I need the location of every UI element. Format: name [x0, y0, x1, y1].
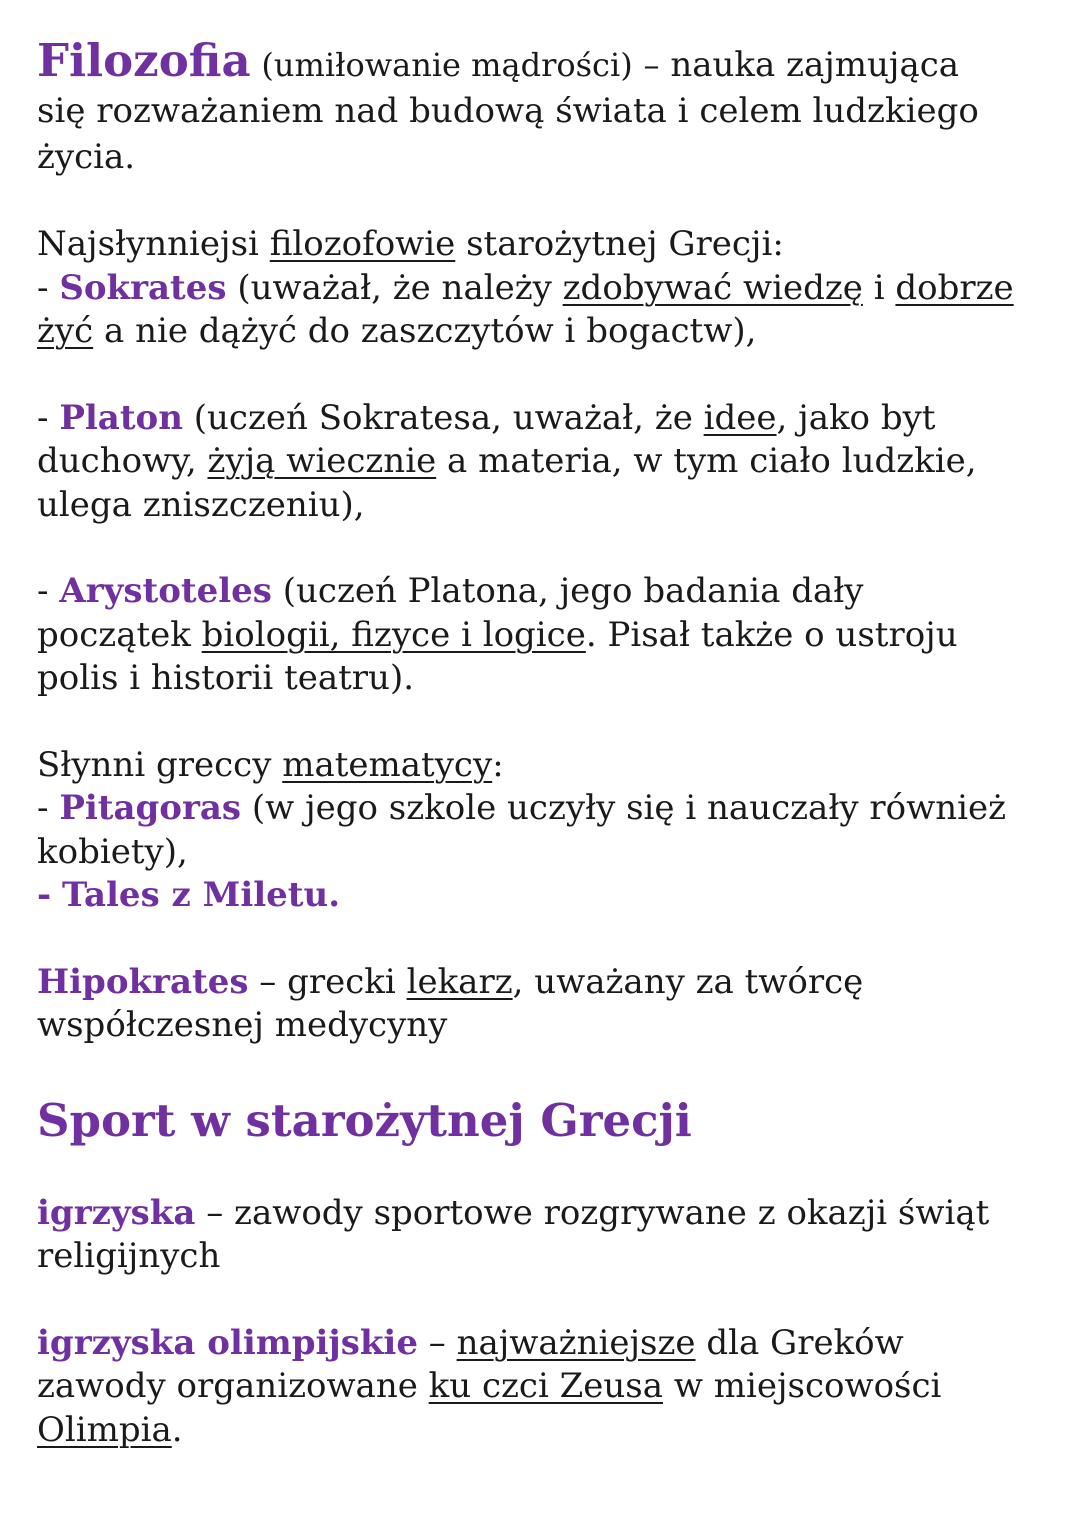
platon-text: duchowy, [37, 441, 197, 481]
olimpijskie-underlined: ku czci Zeusa [428, 1366, 664, 1406]
olimpijskie-underlined: najważniejsze [456, 1322, 696, 1363]
sokrates-text: (uważał, że należy [237, 267, 552, 308]
hipokrates-entry [37, 961, 1047, 1048]
sokrates-underlined: żyć [37, 311, 94, 351]
arystoteles-underlined: biologii, fizyce i logice [201, 614, 586, 655]
olimpijskie-underlined: Olimpia [37, 1409, 172, 1450]
intro-underlined: matematycy [282, 744, 493, 785]
tales-name: Tales z Miletu. [61, 875, 341, 915]
filozofia-dash: – [643, 46, 660, 84]
pitagoras-entry [37, 787, 1047, 874]
hipokrates-underlined: lekarz [406, 961, 513, 1002]
hipokrates-text: – grecki [259, 961, 396, 1002]
hipokrates-name: Hipokrates [37, 961, 249, 1002]
hipokrates-text: , uważany za twórcę [512, 961, 864, 1002]
sokrates-text: a nie dążyć do zaszczytów i bogactw), [103, 311, 757, 351]
bullet-dash: - [37, 875, 52, 915]
olimpijskie-entry [37, 1322, 1047, 1453]
intro-text: Słynni greccy [37, 744, 272, 785]
intro-text-end: starożytnej Grecji: [466, 224, 784, 264]
olimpijskie-term: igrzyska olimpijskie [37, 1322, 418, 1363]
mathematicians-intro [37, 744, 1047, 788]
sokrates-underlined: dobrze [895, 267, 1014, 308]
pitagoras-text: (w jego szkole uczyły się i nauczały również [251, 788, 1006, 828]
pitagoras-name: Pitagoras [59, 788, 242, 828]
platon-underlined: idee [703, 397, 777, 438]
platon-name: Platon [59, 397, 183, 438]
platon-text: (uczeń Sokratesa, uważał, że [193, 397, 693, 438]
filozofia-term: Filozofia [37, 34, 251, 87]
olimpijskie-text: w miejscowości [673, 1366, 942, 1406]
igrzyska-text: religijnych [37, 1236, 221, 1276]
filozofia-def-c: życia. [37, 137, 136, 177]
filozofia-definition [37, 34, 1047, 180]
intro-underlined: filozofowie [269, 224, 456, 264]
olimpijskie-text: zawody organizowane [37, 1366, 418, 1406]
olimpijskie-text: . [171, 1409, 183, 1450]
platon-text: ulega zniszczeniu), [37, 484, 365, 525]
pitagoras-text: kobiety), [37, 831, 188, 872]
arystoteles-entry [37, 570, 1047, 701]
platon-entry [37, 397, 1047, 528]
igrzyska-text: – zawody sportowe rozgrywane z okazji świąt [206, 1192, 990, 1233]
igrzyska-entry [37, 1192, 1047, 1279]
sokrates-underlined: zdobywać wiedzę [562, 267, 863, 308]
bullet-dash: - [37, 788, 49, 828]
sokrates-name: Sokrates [59, 267, 227, 308]
filozofia-meaning: (umiłowanie mądrości) [261, 46, 633, 84]
igrzyska-term: igrzyska [37, 1192, 196, 1233]
bullet-dash: - [37, 267, 49, 308]
arystoteles-name: Arystoteles [59, 571, 272, 611]
arystoteles-text: polis i historii teatru). [37, 658, 415, 698]
tales-entry [37, 874, 1047, 918]
bullet-dash: - [37, 571, 49, 611]
olimpijskie-text: dla Greków [706, 1322, 904, 1363]
platon-text: a materia, w tym ciało ludzkie, [447, 441, 977, 481]
bullet-dash: - [37, 397, 49, 438]
intro-text-end: : [492, 744, 504, 785]
philosophers-intro [37, 223, 1047, 267]
filozofia-def-a: nauka zajmująca [670, 45, 960, 85]
sport-heading: Sport w starożytnej Grecji [37, 1093, 692, 1147]
olimpijskie-text: – [428, 1322, 446, 1363]
filozofia-def-b: się rozważaniem nad budową świata i celem ludzkiego [37, 91, 979, 131]
sokrates-text: i [873, 267, 885, 308]
hipokrates-text: współczesnej medycyny [37, 1005, 448, 1045]
arystoteles-text: (uczeń Platona, jego badania dały [282, 571, 864, 611]
intro-text: Najsłynniejsi [37, 224, 259, 264]
sokrates-entry [37, 267, 1047, 354]
platon-underlined: żyją wiecznie [207, 441, 437, 481]
note-page [37, 34, 1047, 1452]
arystoteles-text: . Pisał także o ustroju [585, 614, 958, 655]
platon-text: , jako byt [776, 397, 936, 438]
arystoteles-text: początek [37, 614, 191, 655]
